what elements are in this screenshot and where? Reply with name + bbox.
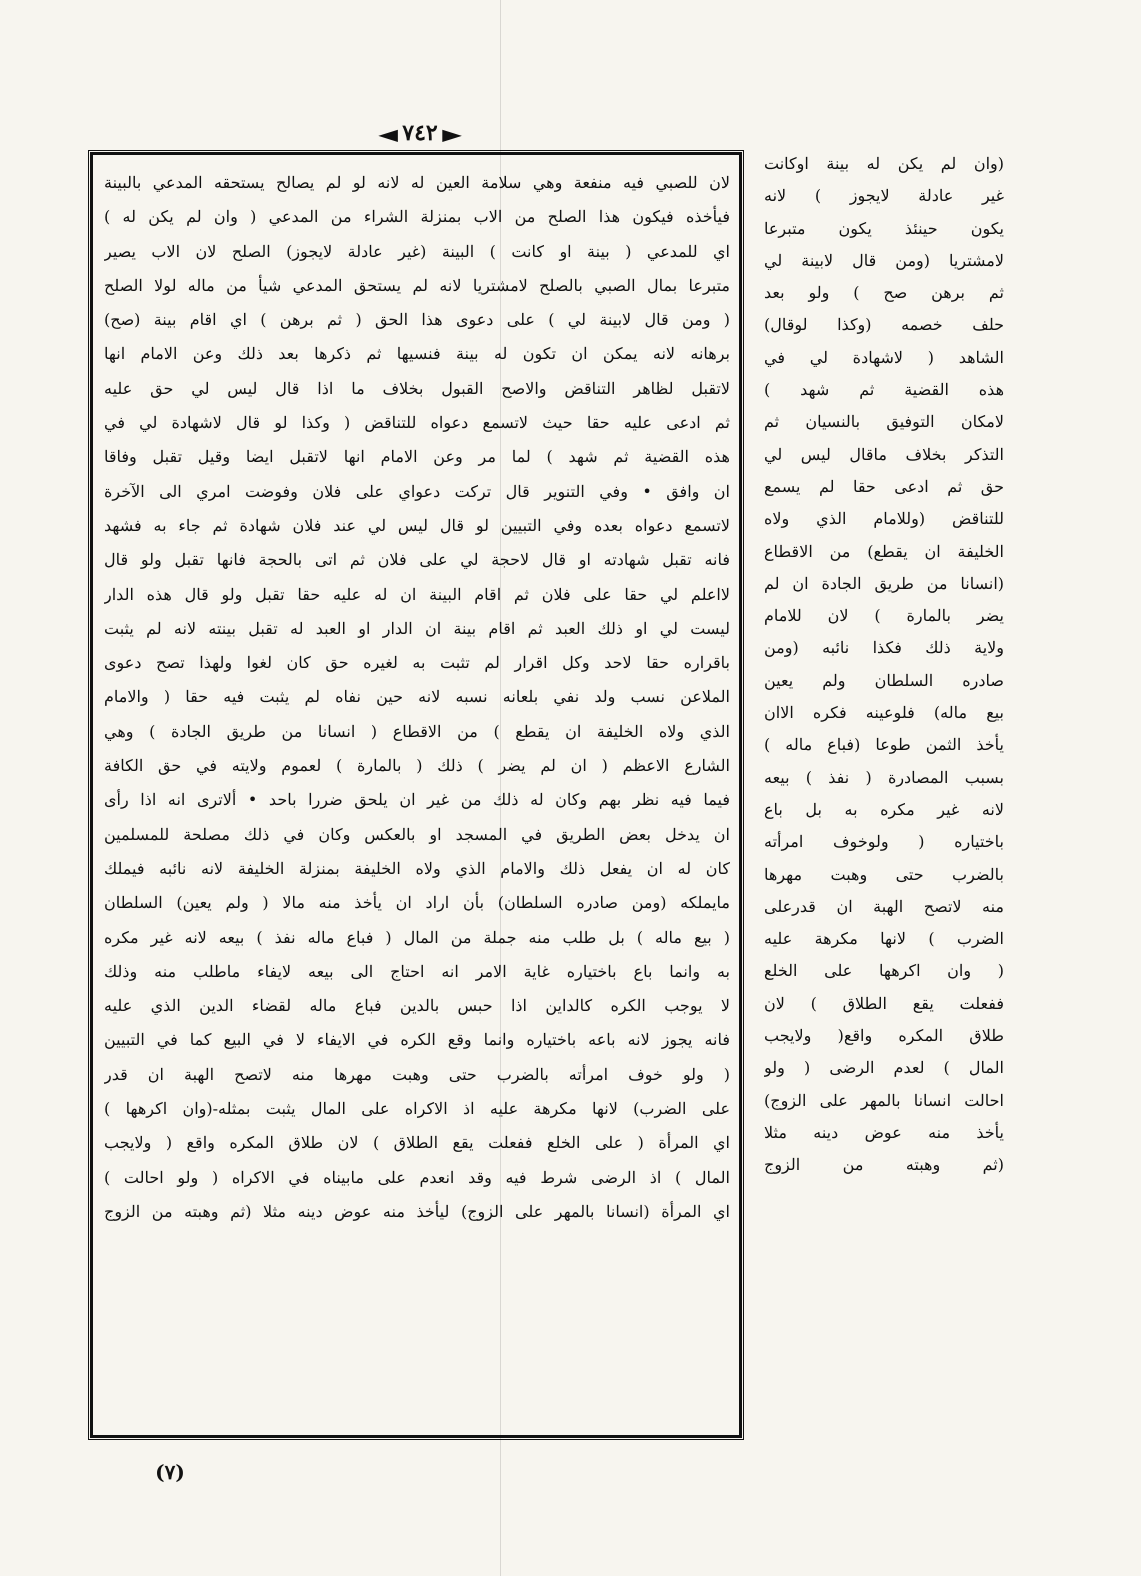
page-number-text: ٧٤٢ (402, 120, 438, 146)
side-text-line: يكون حينئذ يكون متبرعا (764, 218, 1004, 238)
page-number (350, 118, 490, 148)
main-text-line: فيما فيه نظر بهم وكان له ذلك من غير ان يلحق ضررا باحد • ألاترى انه اذا رأى (104, 790, 730, 810)
main-text-line: فانه يجوز لانه باعه باختياره وانما وقع الكره في الايفاء لا في البيع كما في التبيين (104, 1030, 730, 1050)
side-text-line: ولاية ذلك فكذا نائبه (ومن (764, 638, 1004, 658)
side-text-line: بسبب المصادرة ( نفذ ) بيعه (764, 767, 1004, 787)
side-text-line: ففعلت يقع الطلاق ) لان (764, 993, 1004, 1013)
main-text-line: اي المرأة (انسانا بالمهر على الزوج) ليأخذ منه عوض دينه مثلا (ثم وهبته من الزوج (104, 1201, 730, 1221)
main-text-line: فانه تقبل شهادته او قال لاحجة لي على فلان ثم اتى بالحجة فانها تقبل ولو قال (104, 550, 730, 570)
main-text-line: ( ومن قال لابينة لي ) على دعوى هذا الحق ( ثم برهن ) اي اقام بينة (صح) (104, 310, 730, 330)
main-text-line: كان له ان يفعل ذلك والامام الذي ولاه الخليفة بمنزلة الخليفة لانه نائبه فيملك (104, 858, 730, 878)
main-text-line: فيأخذه فيكون هذا الصلح من الاب بمنزلة الشراء من المدعي ( وان لم يكن له ) (104, 207, 730, 227)
main-text-line: ( بيع ماله ) بل طلب منه جملة من المال ( فباع ماله نفذ ) بيعه لانه غير مكره (104, 927, 730, 947)
right-ornament-icon: ▶ (442, 125, 462, 144)
side-text-line: هذه القضية ثم شهد ) (764, 380, 1004, 400)
side-text-line: حلف خصمه (وكذا لوقال) (764, 315, 1004, 335)
main-text-line: لاتقبل لظاهر التناقض والاصح القبول بخلاف ما اذا قال ليس لي حق عليه (104, 378, 730, 398)
main-text-line: به وانما باع باختياره غاية الامر انه احتاج الى بيعه لايفاء ماطلب منه وذلك (104, 961, 730, 981)
side-text-line: منه لاتصح الهبة ان قدرعلى (764, 896, 1004, 916)
main-text-line: ليست لي او ذلك العبد ثم اقام بينة ان الدار او العبد له تقبل بينته لانه لم يثبت (104, 618, 730, 638)
side-text-line: يضر بالمارة ) لان للامام (764, 606, 1004, 626)
main-text-line: هذه القضية ثم شهد ) لما مر وعن الامام انها لاتقبل ايضا وقيل تقبل وفاقا (104, 447, 730, 467)
main-text-line: برهانه لانه يمكن ان تكون له بينة فنسيها ثم ذكرها بعد ذلك وعن الامام انها (104, 344, 730, 364)
main-text-line: ثم ادعى عليه حقا حيث لاتسمع دعواه للتناقض ( وكذا لو قال لاشهادة لي في (104, 413, 730, 433)
main-text-line: متبرعا بمال الصبي بالصلح لامشتريا لانه لم يستحق المدعي شيأ من ماله لولا الصلح (104, 275, 730, 295)
main-text-line: المال ) اذ الرضى شرط فيه وقد انعدم على مابيناه في الاكراه ( ولو احالت ) (104, 1167, 730, 1187)
side-text-line: (ثم وهبته من الزوج (764, 1155, 1004, 1175)
main-text-line: الشارع الاعظم ( ان لم يضر ) ذلك ( بالمارة ) لعموم ولايته في حق الكافة (104, 756, 730, 776)
side-text-line: لانه غير مكره به بل باع (764, 799, 1004, 819)
side-text-line: الشاهد ( لاشهادة لي في (764, 347, 1004, 367)
main-text-line: ( ولو خوف امرأته بالضرب حتى وهبت مهرها منه لاتصح الهبة ان قدر (104, 1064, 730, 1084)
side-text-line: الخليفة ان يقطع) من الاقطاع (764, 541, 1004, 561)
side-text-line: طلاق المكره واقع( ولايجب (764, 1026, 1004, 1046)
folio-signature: (٧) (155, 1460, 185, 1484)
left-ornament-icon: ◀ (378, 125, 398, 144)
side-text-line: لامكان التوفيق بالنسيان ثم (764, 412, 1004, 432)
main-text-line: لان للصبي فيه منفعة وهي سلامة العين له لانه لو لم يصالح يستحقه المدعي بالبينة (104, 173, 730, 192)
side-text-line: يأخذ الثمن طوعا (فباع ماله ) (764, 735, 1004, 755)
side-text-line: لامشتريا (ومن قال لابينة لي (764, 250, 1004, 270)
side-text-line: بيع ماله) فلوعينه فكره الاان (764, 703, 1004, 723)
main-text-line: ان يدخل بعض الطريق في المسجد او بالعكس وكان في ذلك مصلحة للمسلمين (104, 824, 730, 844)
side-text-line: يأخذ منه عوض دينه مثلا (764, 1122, 1004, 1142)
side-text-line: (وان لم يكن له بينة اوكانت (764, 154, 1004, 173)
main-text-line: لا يوجب الكره كالداين اذا حبس بالدين فباع ماله لقضاء الدين الذي عليه (104, 996, 730, 1016)
side-text-line: التذكر بخلاف ماقال ليس لي (764, 444, 1004, 464)
side-text-line: صادره السلطان ولم يعين (764, 670, 1004, 690)
side-text-line: ثم برهن صح ) ولو بعد (764, 283, 1004, 303)
main-text-line: الملاعن نسب ولد نفي بلعانه نسبه لانه حين نفاه لم يثبت فيه حقا ( والامام (104, 687, 730, 707)
main-text-line: اي للمدعي ( بينة او كانت ) البينة (غير عادلة لايجوز) الصلح لان الاب يصير (104, 241, 730, 261)
side-text-line: احالت انسانا بالمهر على الزوج) (764, 1090, 1004, 1110)
main-text-line: اي المرأة ( على الخلع ففعلت يقع الطلاق ) لان طلاق المكره واقع ( ولايجب (104, 1133, 730, 1153)
side-text-line: غير عادلة لايجوز ) لانه (764, 186, 1004, 206)
side-text-line: باختياره ( ولوخوف امرأته (764, 832, 1004, 852)
side-text-line: بالضرب حتى وهبت مهرها (764, 864, 1004, 884)
main-text-line: مايملكه (ومن صادره السلطان) بأن اراد ان يأخذ منه مالا ( ولم يعين) السلطان (104, 893, 730, 913)
main-text-line: الذي ولاه الخليفة ان يقطع ) من الاقطاع ( انسانا من طريق الجادة ) وهي (104, 721, 730, 741)
main-text-line: على الضرب) لانها مكرهة عليه اذ الاكراه على المال يثبت بمثله-(وان اكرهها ) (104, 1099, 730, 1119)
side-text-line: حق ثم ادعى حقا لم يسمع (764, 476, 1004, 496)
main-text-line: لااعلم لي حقا على فلان ثم اقام البينة ان له عليه حقا تقبل ولو قال هذه الدار (104, 584, 730, 604)
main-text-line: باقراره حقا لاحد وكل اقرار لم تثبت به لغيره حق كان لغوا ولهذا تصح دعوى (104, 653, 730, 673)
main-text-line: ان وافق • وفي التنوير قال تركت دعواي على فلان وفوضت امري الى الآخرة (104, 481, 730, 501)
side-text-line: المال ) لعدم الرضى ( ولو (764, 1058, 1004, 1078)
side-column-text (764, 148, 1004, 1438)
side-text-line: الضرب ) لانها مكرهة عليه (764, 929, 1004, 949)
main-commentary-text (104, 166, 730, 1428)
side-text-line: (انسانا من طريق الجادة ان لم (764, 573, 1004, 593)
main-text-line: لاتسمع دعواه بعده وفي التبيين لو قال ليس لي عند فلان شهادة ثم جاء به فشهد (104, 515, 730, 535)
side-text-line: للتناقض (وللامام الذي ولاه (764, 509, 1004, 529)
side-text-line: ( وان اكرهها على الخلع (764, 961, 1004, 981)
